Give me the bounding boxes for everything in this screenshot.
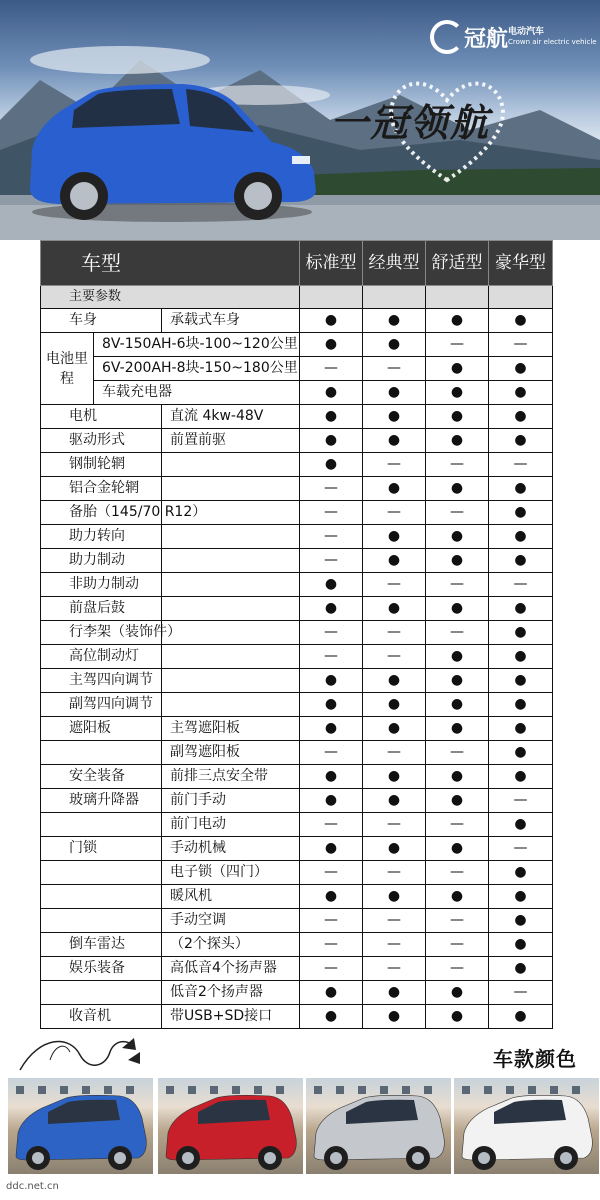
table-row [41, 765, 553, 789]
spec-cell: 前门手动 [162, 789, 300, 813]
included-dot: ● [426, 309, 489, 333]
included-dot: ● [426, 1005, 489, 1029]
not-included-dash: — [489, 837, 553, 861]
included-dot: ● [489, 885, 553, 909]
not-included-dash: — [363, 621, 426, 645]
spec-cell [162, 693, 300, 717]
row-label: 备胎（145/70 R12） [41, 501, 162, 525]
table-row [41, 525, 553, 549]
table-row [41, 861, 553, 885]
included-dot: ● [363, 1005, 426, 1029]
not-included-dash: — [300, 645, 363, 669]
spec-cell: 手动机械 [162, 837, 300, 861]
not-included-dash: — [426, 957, 489, 981]
included-dot: ● [489, 429, 553, 453]
table-row [41, 837, 553, 861]
not-included-dash: — [426, 933, 489, 957]
not-included-dash: — [363, 861, 426, 885]
included-dot: ● [363, 717, 426, 741]
included-dot: ● [489, 909, 553, 933]
color-photo-silver [306, 1078, 451, 1174]
row-label: 前盘后鼓 [41, 597, 162, 621]
table-row [41, 813, 553, 837]
included-dot: ● [489, 717, 553, 741]
spec-cell: 车载充电器 [94, 381, 300, 405]
included-dot: ● [489, 477, 553, 501]
not-included-dash: — [300, 861, 363, 885]
not-included-dash: — [426, 741, 489, 765]
not-included-dash: — [363, 501, 426, 525]
spec-cell: 6V-200AH-8块-150~180公里 [94, 357, 300, 381]
spec-cell: 8V-150AH-6块-100~120公里 [94, 333, 300, 357]
included-dot: ● [300, 837, 363, 861]
not-included-dash: — [300, 501, 363, 525]
not-included-dash: — [300, 813, 363, 837]
row-label [41, 885, 162, 909]
included-dot: ● [300, 717, 363, 741]
included-dot: ● [363, 477, 426, 501]
table-row [41, 693, 553, 717]
included-dot: ● [489, 525, 553, 549]
table-row [41, 429, 553, 453]
included-dot: ● [426, 789, 489, 813]
color-photo-white [454, 1078, 599, 1174]
included-dot: ● [426, 717, 489, 741]
included-dot: ● [300, 885, 363, 909]
not-included-dash: — [489, 789, 553, 813]
included-dot: ● [363, 765, 426, 789]
included-dot: ● [363, 429, 426, 453]
not-included-dash: — [363, 453, 426, 477]
included-dot: ● [363, 405, 426, 429]
included-dot: ● [363, 549, 426, 573]
trim-header: 标准型 [300, 241, 363, 286]
row-label: 驱动形式 [41, 429, 162, 453]
row-label: 助力转向 [41, 525, 162, 549]
section-label: 主要参数 [41, 286, 300, 309]
included-dot: ● [489, 309, 553, 333]
row-label [41, 861, 162, 885]
model-label: 车型 [41, 241, 300, 286]
included-dot: ● [426, 885, 489, 909]
included-dot: ● [489, 765, 553, 789]
not-included-dash: — [363, 357, 426, 381]
not-included-dash: — [300, 357, 363, 381]
logo-text: 冠航 [464, 26, 509, 52]
table-row [41, 1005, 553, 1029]
not-included-dash: — [300, 957, 363, 981]
spec-cell: 带USB+SD接口 [162, 1005, 300, 1029]
spec-table [40, 240, 553, 1029]
spec-cell [162, 645, 300, 669]
not-included-dash: — [363, 909, 426, 933]
included-dot: ● [489, 501, 553, 525]
not-included-dash: — [426, 501, 489, 525]
not-included-dash: — [426, 813, 489, 837]
row-label: 玻璃升降器 [41, 789, 162, 813]
spec-cell: 直流 4kw-48V [162, 405, 300, 429]
not-included-dash: — [426, 573, 489, 597]
included-dot: ● [426, 597, 489, 621]
table-row [41, 333, 553, 357]
not-included-dash: — [489, 981, 553, 1005]
included-dot: ● [363, 381, 426, 405]
row-label: 助力制动 [41, 549, 162, 573]
included-dot: ● [426, 981, 489, 1005]
included-dot: ● [426, 693, 489, 717]
not-included-dash: — [489, 333, 553, 357]
table-row [41, 885, 553, 909]
included-dot: ● [300, 309, 363, 333]
included-dot: ● [300, 405, 363, 429]
included-dot: ● [426, 477, 489, 501]
included-dot: ● [489, 1005, 553, 1029]
not-included-dash: — [363, 741, 426, 765]
not-included-dash: — [426, 621, 489, 645]
included-dot: ● [363, 525, 426, 549]
not-included-dash: — [489, 573, 553, 597]
included-dot: ● [300, 453, 363, 477]
included-dot: ● [489, 741, 553, 765]
spec-cell: 电子锁（四门） [162, 861, 300, 885]
included-dot: ● [363, 981, 426, 1005]
not-included-dash: — [363, 933, 426, 957]
included-dot: ● [426, 669, 489, 693]
spec-cell [162, 669, 300, 693]
included-dot: ● [426, 549, 489, 573]
banner [0, 0, 600, 240]
row-label: 高位制动灯 [41, 645, 162, 669]
table-row [41, 669, 553, 693]
included-dot: ● [489, 813, 553, 837]
color-photo-blue [8, 1078, 153, 1174]
table-row [41, 309, 553, 333]
row-label [41, 981, 162, 1005]
included-dot: ● [426, 837, 489, 861]
spec-cell: 承载式车身 [162, 309, 300, 333]
not-included-dash: — [300, 621, 363, 645]
included-dot: ● [363, 597, 426, 621]
included-dot: ● [300, 765, 363, 789]
not-included-dash: — [426, 453, 489, 477]
spec-cell: 低音2个扬声器 [162, 981, 300, 1005]
included-dot: ● [426, 381, 489, 405]
table-row [41, 789, 553, 813]
row-label [41, 813, 162, 837]
table-row [41, 549, 553, 573]
spec-cell [162, 573, 300, 597]
spec-cell [162, 549, 300, 573]
included-dot: ● [300, 597, 363, 621]
watermark: ddc.net.cn [6, 1181, 59, 1192]
included-dot: ● [426, 525, 489, 549]
included-dot: ● [300, 381, 363, 405]
table-row [41, 909, 553, 933]
included-dot: ● [300, 1005, 363, 1029]
spec-cell: 暖风机 [162, 885, 300, 909]
not-included-dash: — [426, 861, 489, 885]
row-label: 钢制轮辋 [41, 453, 162, 477]
included-dot: ● [426, 357, 489, 381]
table-row [41, 717, 553, 741]
not-included-dash: — [363, 573, 426, 597]
included-dot: ● [426, 405, 489, 429]
table-row [41, 597, 553, 621]
included-dot: ● [363, 885, 426, 909]
included-dot: ● [489, 357, 553, 381]
logo-en: Crown air electric vehicle [508, 38, 597, 46]
table-row [41, 957, 553, 981]
included-dot: ● [300, 693, 363, 717]
not-included-dash: — [489, 453, 553, 477]
row-label: 倒车雷达 [41, 933, 162, 957]
table-row [41, 981, 553, 1005]
not-included-dash: — [300, 741, 363, 765]
group-label: 电池里程 [41, 333, 94, 405]
row-label: 电机 [41, 405, 162, 429]
included-dot: ● [300, 333, 363, 357]
table-row [41, 933, 553, 957]
slogan: 一冠领航 [330, 100, 491, 145]
table-row [41, 501, 553, 525]
included-dot: ● [489, 549, 553, 573]
table-row [41, 357, 553, 381]
color-photo-red [158, 1078, 303, 1174]
row-label: 非助力制动 [41, 573, 162, 597]
included-dot: ● [363, 669, 426, 693]
spec-cell: 前门电动 [162, 813, 300, 837]
row-label: 行李架（装饰件） [41, 621, 162, 645]
included-dot: ● [489, 597, 553, 621]
spec-cell [162, 477, 300, 501]
not-included-dash: — [300, 933, 363, 957]
row-label: 遮阳板 [41, 717, 162, 741]
included-dot: ● [300, 573, 363, 597]
row-label: 娱乐装备 [41, 957, 162, 981]
included-dot: ● [489, 693, 553, 717]
table-header [41, 241, 553, 286]
included-dot: ● [300, 981, 363, 1005]
not-included-dash: — [363, 957, 426, 981]
brand-logo [430, 20, 600, 54]
row-label: 铝合金轮辋 [41, 477, 162, 501]
included-dot: ● [426, 645, 489, 669]
spec-cell: 高低音4个扬声器 [162, 957, 300, 981]
not-included-dash: — [300, 477, 363, 501]
not-included-dash: — [300, 909, 363, 933]
table-row [41, 477, 553, 501]
colors-title: 车款颜色 [493, 1047, 577, 1071]
included-dot: ● [426, 429, 489, 453]
included-dot: ● [300, 789, 363, 813]
not-included-dash: — [300, 549, 363, 573]
table-row [41, 645, 553, 669]
car-image [22, 80, 322, 225]
included-dot: ● [489, 957, 553, 981]
spec-cell: 前排三点安全带 [162, 765, 300, 789]
included-dot: ● [489, 669, 553, 693]
table-row [41, 381, 553, 405]
swirl-decoration [10, 1030, 150, 1078]
included-dot: ● [363, 837, 426, 861]
table-row [41, 573, 553, 597]
spec-cell: 主驾遮阳板 [162, 717, 300, 741]
section-row [41, 286, 553, 309]
trim-header: 豪华型 [489, 241, 553, 286]
included-dot: ● [426, 765, 489, 789]
not-included-dash: — [426, 909, 489, 933]
not-included-dash: — [300, 525, 363, 549]
row-label: 收音机 [41, 1005, 162, 1029]
row-label [41, 909, 162, 933]
spec-cell [162, 525, 300, 549]
not-included-dash: — [426, 333, 489, 357]
spec-cell [162, 597, 300, 621]
included-dot: ● [489, 621, 553, 645]
included-dot: ● [363, 789, 426, 813]
included-dot: ● [363, 693, 426, 717]
trim-header: 经典型 [363, 241, 426, 286]
table-row [41, 453, 553, 477]
spec-cell: 副驾遮阳板 [162, 741, 300, 765]
included-dot: ● [300, 669, 363, 693]
included-dot: ● [489, 381, 553, 405]
row-label: 车身 [41, 309, 162, 333]
row-label: 安全装备 [41, 765, 162, 789]
row-label: 门锁 [41, 837, 162, 861]
spec-cell: （2个探头） [162, 933, 300, 957]
included-dot: ● [489, 405, 553, 429]
trim-header: 舒适型 [426, 241, 489, 286]
included-dot: ● [363, 309, 426, 333]
logo-sub: 电动汽车 [508, 27, 545, 37]
table-row [41, 621, 553, 645]
spec-cell: 手动空调 [162, 909, 300, 933]
spec-cell [162, 453, 300, 477]
not-included-dash: — [363, 645, 426, 669]
included-dot: ● [489, 861, 553, 885]
included-dot: ● [300, 429, 363, 453]
included-dot: ● [363, 333, 426, 357]
spec-cell [162, 621, 300, 645]
table-row [41, 405, 553, 429]
row-label: 主驾四向调节 [41, 669, 162, 693]
included-dot: ● [489, 933, 553, 957]
table-row [41, 741, 553, 765]
not-included-dash: — [363, 813, 426, 837]
spec-cell: 前置前驱 [162, 429, 300, 453]
included-dot: ● [489, 645, 553, 669]
row-label: 副驾四向调节 [41, 693, 162, 717]
logo-c-icon [430, 20, 464, 54]
row-label [41, 741, 162, 765]
